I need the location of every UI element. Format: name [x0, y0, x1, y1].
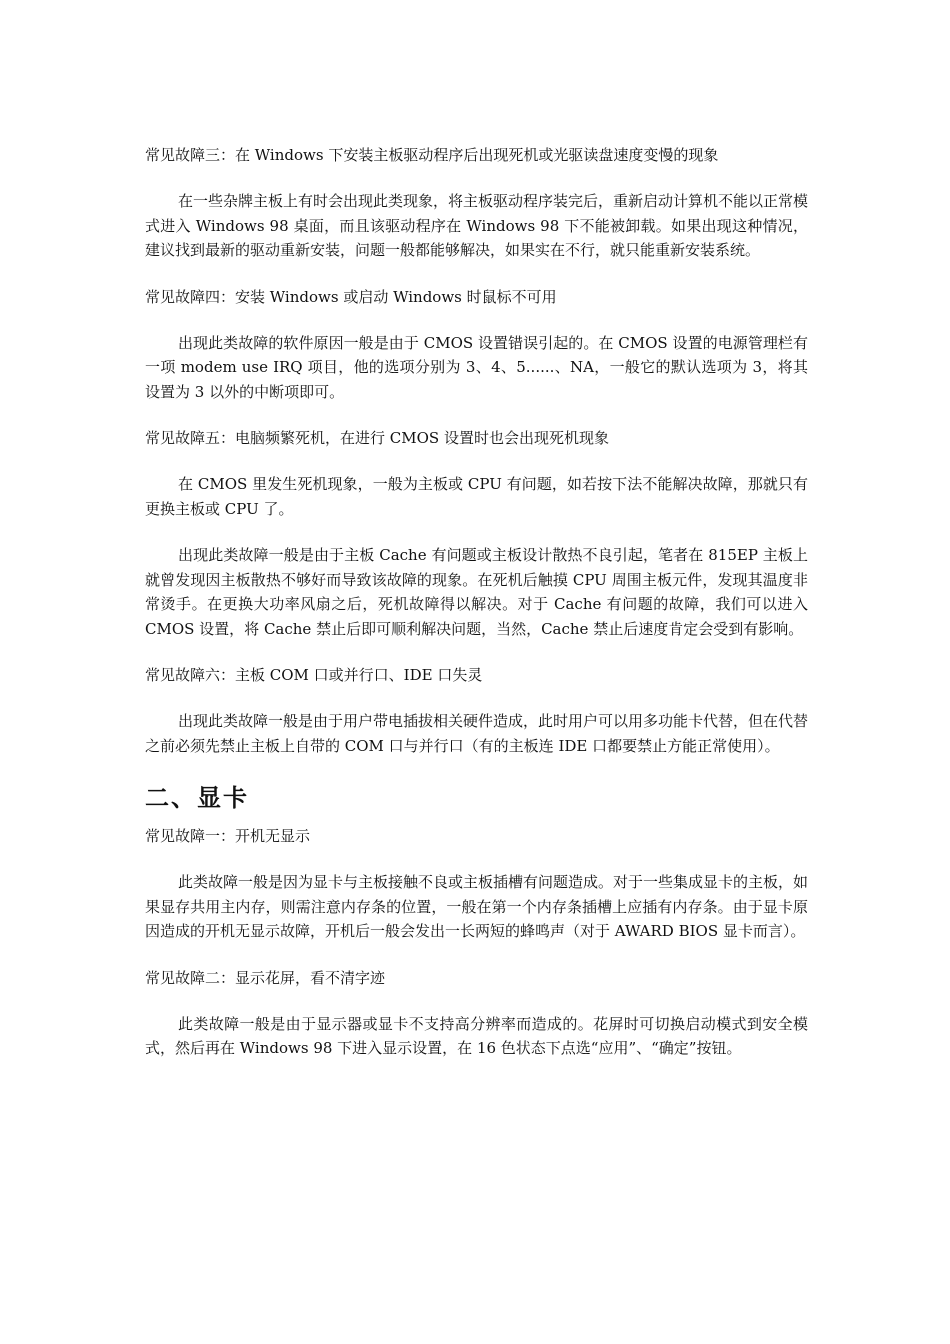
paragraph: 出现此类故障一般是由于主板 Cache 有问题或主板设计散热不良引起，笔者在 815EP 主板上就曾发现因主板散热不够好而导致该故障的现象。在死机后触摸 CPU 周围主板元件，发现其温度非常烫手。在更换大功率风扇之后，死机故障得以解决。对于 Cache 有问题的故障，我们可以进入 CMOS 设置，将 Cache 禁止后即可顺利解决问题，当然，Cache 禁止后速度肯定会受到有影响。 — [145, 546, 808, 638]
document-page — [145, 143, 808, 1083]
paragraph: 出现此类故障一般是由于用户带电插拔相关硬件造成，此时用户可以用多功能卡代替，但在代替之前必须先禁止主板上自带的 COM 口与并行口（有的主板连 IDE 口都要禁止方能正常使用）。 — [145, 712, 809, 755]
fault-heading: 常见故障六：主板 COM 口或并行口、IDE 口失灵 — [145, 666, 483, 684]
fault-heading: 常见故障一：开机无显示 — [145, 827, 311, 845]
fault-heading: 常见故障四：安装 Windows 或启动 Windows 时鼠标不可用 — [145, 287, 557, 306]
fault-heading: 常见故障三：在 Windows 下安装主板驱动程序后出现死机或光驱读盘速度变慢的现象 — [145, 146, 719, 164]
paragraph: 此类故障一般是由于显示器或显卡不支持高分辨率而造成的。花屏时可切换启动模式到安全模式，然后再在 Windows 98 下进入显示设置，在 16 色状态下点选“应用”、“确定”按钮。 — [145, 1014, 808, 1057]
paragraph: 在一些杂牌主板上有时会出现此类现象，将主板驱动程序装完后，重新启动计算机不能以正常模式进入 Windows 98 桌面，而且该驱动程序在 Windows 98 下不能被卸载。如果出现这种情况，建议找到最新的驱动重新安装，问题一般都能够解决，如果实在不行，就只能重新安装系统。 — [145, 192, 809, 259]
paragraph: 出现此类故障的软件原因一般是由于 CMOS 设置错误引起的。在 CMOS 设置的电源管理栏有一项 modem use IRQ 项目，他的选项分别为 3、4、5......、NA，一般它的默认选项为 3，将其设置为 3 以外的中断项即可。 — [145, 333, 808, 401]
section-title: 二、显卡 — [145, 784, 249, 812]
fault-heading: 常见故障五：电脑频繁死机，在进行 CMOS 设置时也会出现死机现象 — [145, 429, 609, 447]
paragraph: 此类故障一般是因为显卡与主板接触不良或主板插槽有问题造成。对于一些集成显卡的主板，如果显存共用主内存，则需注意内存条的位置，一般在第一个内存条插槽上应插有内存条。由于显卡原因造成的开机无显示故障，开机后一般会发出一长两短的蜂鸣声（对于 AWARD BIOS 显卡而言）。 — [145, 873, 809, 940]
fault-heading: 常见故障二：显示花屏，看不清字迹 — [145, 968, 386, 987]
paragraph: 在 CMOS 里发生死机现象，一般为主板或 CPU 有问题，如若按下法不能解决故障，那就只有更换主板或 CPU 了。 — [145, 475, 808, 518]
